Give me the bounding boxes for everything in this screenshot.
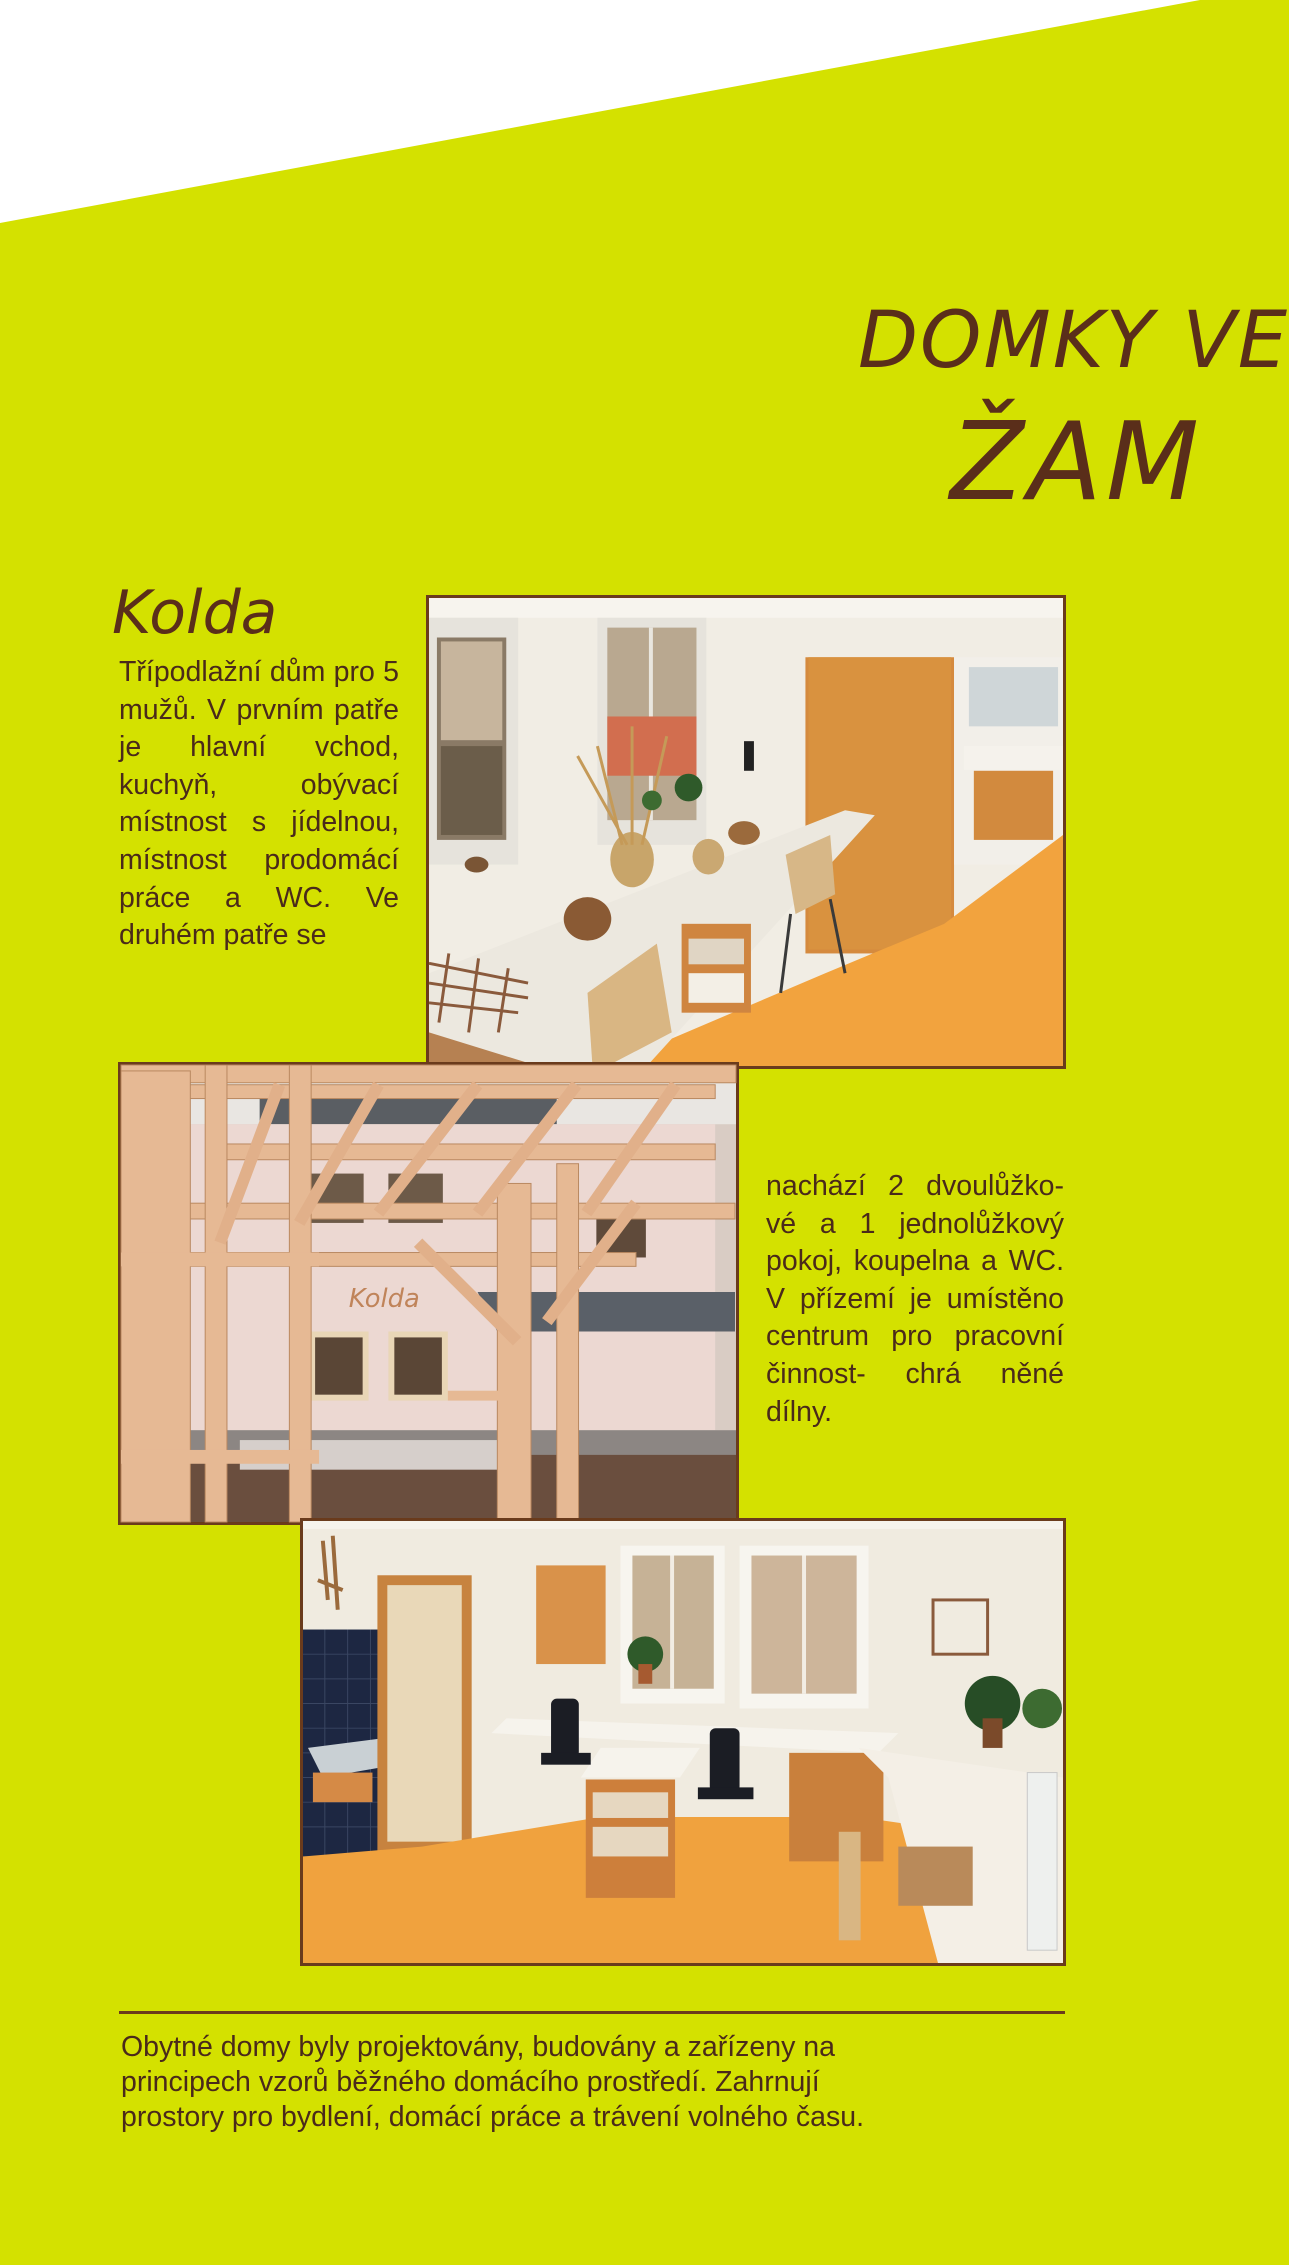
photo-house-pergola — [118, 1062, 739, 1525]
page-title-line2: ŽAM — [950, 400, 1204, 525]
white-header-wedge — [0, 0, 1200, 230]
section-heading: Kolda — [112, 578, 278, 648]
continued-paragraph: nachází 2 dvoulůžko-vé a 1 jednolůžkový pokoj, koupelna a WC. V přízemí je umístěno centrum pro pracovní činnost- chrá něné dílny. — [766, 1170, 1064, 1428]
house-sign-text: Kolda — [348, 1283, 420, 1314]
footer-divider — [119, 2011, 1065, 2014]
intro-paragraph: Třípodlažní dům pro 5 mužů. V prvním patře je hlavní vchod, kuchyň, obývací místnost s jídelnou, místnost prodomácí práce a WC. Ve druhém patře se — [119, 656, 399, 952]
footer-text: Obytné domy byly projektovány, budovány a zařízeny na principech vzorů běžného domácího prostředí. Zahrnují prostory pro bydlení, domácí práce a trávení volného času. — [121, 2031, 864, 2133]
photo-workshop-room — [300, 1518, 1066, 1966]
photo-workshop-window-desk — [426, 595, 1066, 1069]
page-title-line1: DOMKY VE — [858, 296, 1289, 386]
